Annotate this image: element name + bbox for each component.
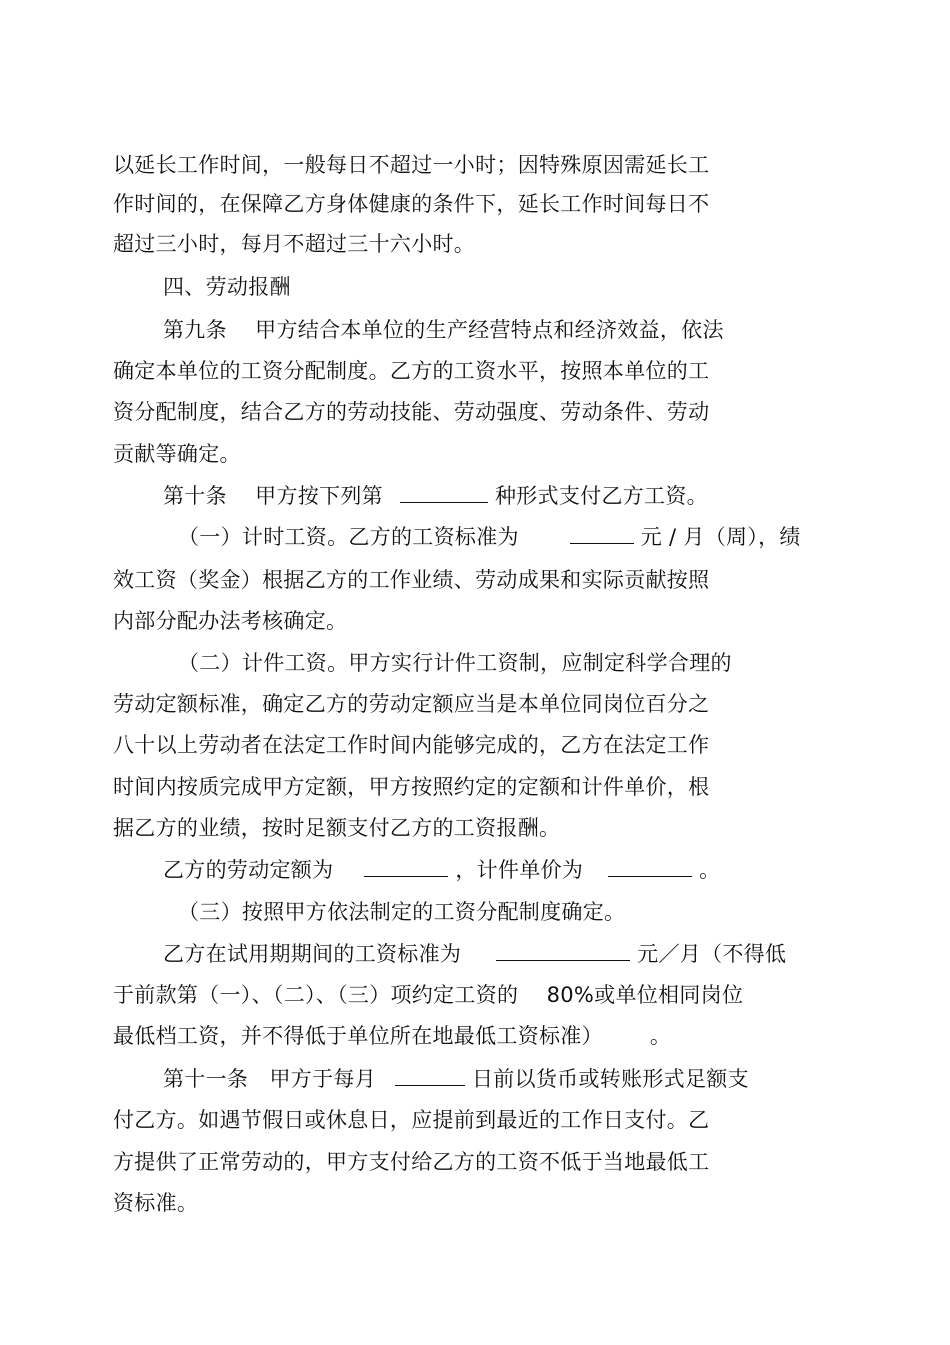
text-run: 效工资（奖金）根据乙方的工作业绩、劳动成果和实际贡献按照	[113, 568, 710, 592]
text-run: 乙方在试用期期间的工资标准为	[163, 942, 462, 966]
text-run: （一）计时工资。乙方的工资标准为	[178, 525, 519, 549]
probation-wage-line	[163, 940, 786, 968]
paragraph-line	[113, 357, 709, 385]
section-heading	[163, 273, 291, 301]
text-run: 超过三小时，每月不超过三十六小时。	[113, 232, 476, 256]
paragraph-line	[113, 981, 743, 1009]
paragraph-line	[113, 1022, 671, 1050]
text-run: 时间内按质完成甲方定额，甲方按照约定的定额和计件单价，根	[113, 775, 710, 799]
text-run: 方提供了正常劳动的，甲方支付给乙方的工资不低于当地最低工	[113, 1150, 710, 1174]
text-run: 于前款第（一）、（二）、（三）项约定工资的 80%或单位相同岗位	[113, 983, 744, 1007]
paragraph-line	[113, 398, 709, 426]
paragraph-line	[113, 690, 709, 718]
text-run: 。	[699, 858, 721, 882]
text-run: 元 / 月（周），绩	[640, 525, 801, 549]
paragraph-line	[113, 1106, 709, 1134]
article-10-line	[163, 482, 708, 510]
clause-1-line	[178, 523, 801, 551]
paragraph-line	[113, 731, 709, 759]
text-run: 以延长工作时间，一般每日不超过一小时；因特殊原因需延长工	[113, 153, 710, 177]
paragraph-line	[113, 773, 709, 801]
text-run: 贡献等确定。	[113, 442, 241, 466]
paragraph-line	[113, 230, 475, 258]
fill-blank-piece-price[interactable]	[608, 856, 692, 877]
text-run: 第十条 甲方按下列第	[163, 484, 383, 508]
text-run: ，计件单价为	[455, 858, 584, 882]
text-run: 内部分配办法考核确定。	[113, 609, 348, 633]
fill-blank-time-wage[interactable]	[570, 523, 634, 544]
paragraph-line	[113, 190, 709, 218]
text-run: 元／月（不得低	[637, 942, 787, 966]
clause-2-line	[178, 649, 732, 677]
text-run: 种形式支付乙方工资。	[494, 484, 708, 508]
article-9-line	[163, 316, 724, 344]
text-run: 资分配制度，结合乙方的劳动技能、劳动强度、劳动条件、劳动	[113, 400, 710, 424]
text-run: 劳动定额标准，确定乙方的劳动定额应当是本单位同岗位百分之	[113, 692, 710, 716]
fill-blank-labor-quota[interactable]	[364, 856, 448, 877]
text-run: 。	[649, 1024, 672, 1048]
text-run: 第九条 甲方结合本单位的生产经营特点和经济效益，依法	[163, 318, 724, 342]
paragraph-line	[113, 1189, 198, 1217]
article-11-line	[163, 1065, 749, 1093]
quota-line	[163, 856, 720, 884]
text-run: 最低档工资，并不得低于单位所在地最低工资标准）	[113, 1024, 603, 1048]
text-run: 资标准。	[113, 1191, 199, 1215]
paragraph-line	[113, 1148, 709, 1176]
text-run: （二）计件工资。甲方实行计件工资制，应制定科学合理的	[178, 651, 732, 675]
paragraph-line	[113, 607, 347, 635]
text-run: 作时间的，在保障乙方身体健康的条件下，延长工作时间每日不	[113, 192, 710, 216]
text-run: 日前以货币或转账形式足额支	[471, 1067, 749, 1091]
text-run: （三）按照甲方依法制定的工资分配制度确定。	[178, 900, 626, 924]
text-run: 确定本单位的工资分配制度。乙方的工资水平，按照本单位的工	[113, 359, 710, 383]
fill-blank-pay-day[interactable]	[395, 1065, 465, 1086]
text-run: 第十一条 甲方于每月	[163, 1067, 376, 1091]
fill-blank-form-number[interactable]	[400, 482, 488, 503]
paragraph-line	[113, 151, 709, 179]
clause-3-line	[178, 898, 625, 926]
paragraph-line	[113, 566, 709, 594]
paragraph-line	[113, 440, 241, 468]
paragraph-line	[113, 814, 560, 842]
text-run: 据乙方的业绩，按时足额支付乙方的工资报酬。	[113, 816, 561, 840]
text-run: 八十以上劳动者在法定工作时间内能够完成的，乙方在法定工作	[113, 733, 710, 757]
text-run: 四、劳动报酬	[163, 275, 291, 299]
text-run: 乙方的劳动定额为	[163, 858, 334, 882]
fill-blank-probation-wage[interactable]	[496, 940, 630, 961]
text-run: 付乙方。如遇节假日或休息日，应提前到最近的工作日支付。乙	[113, 1108, 710, 1132]
